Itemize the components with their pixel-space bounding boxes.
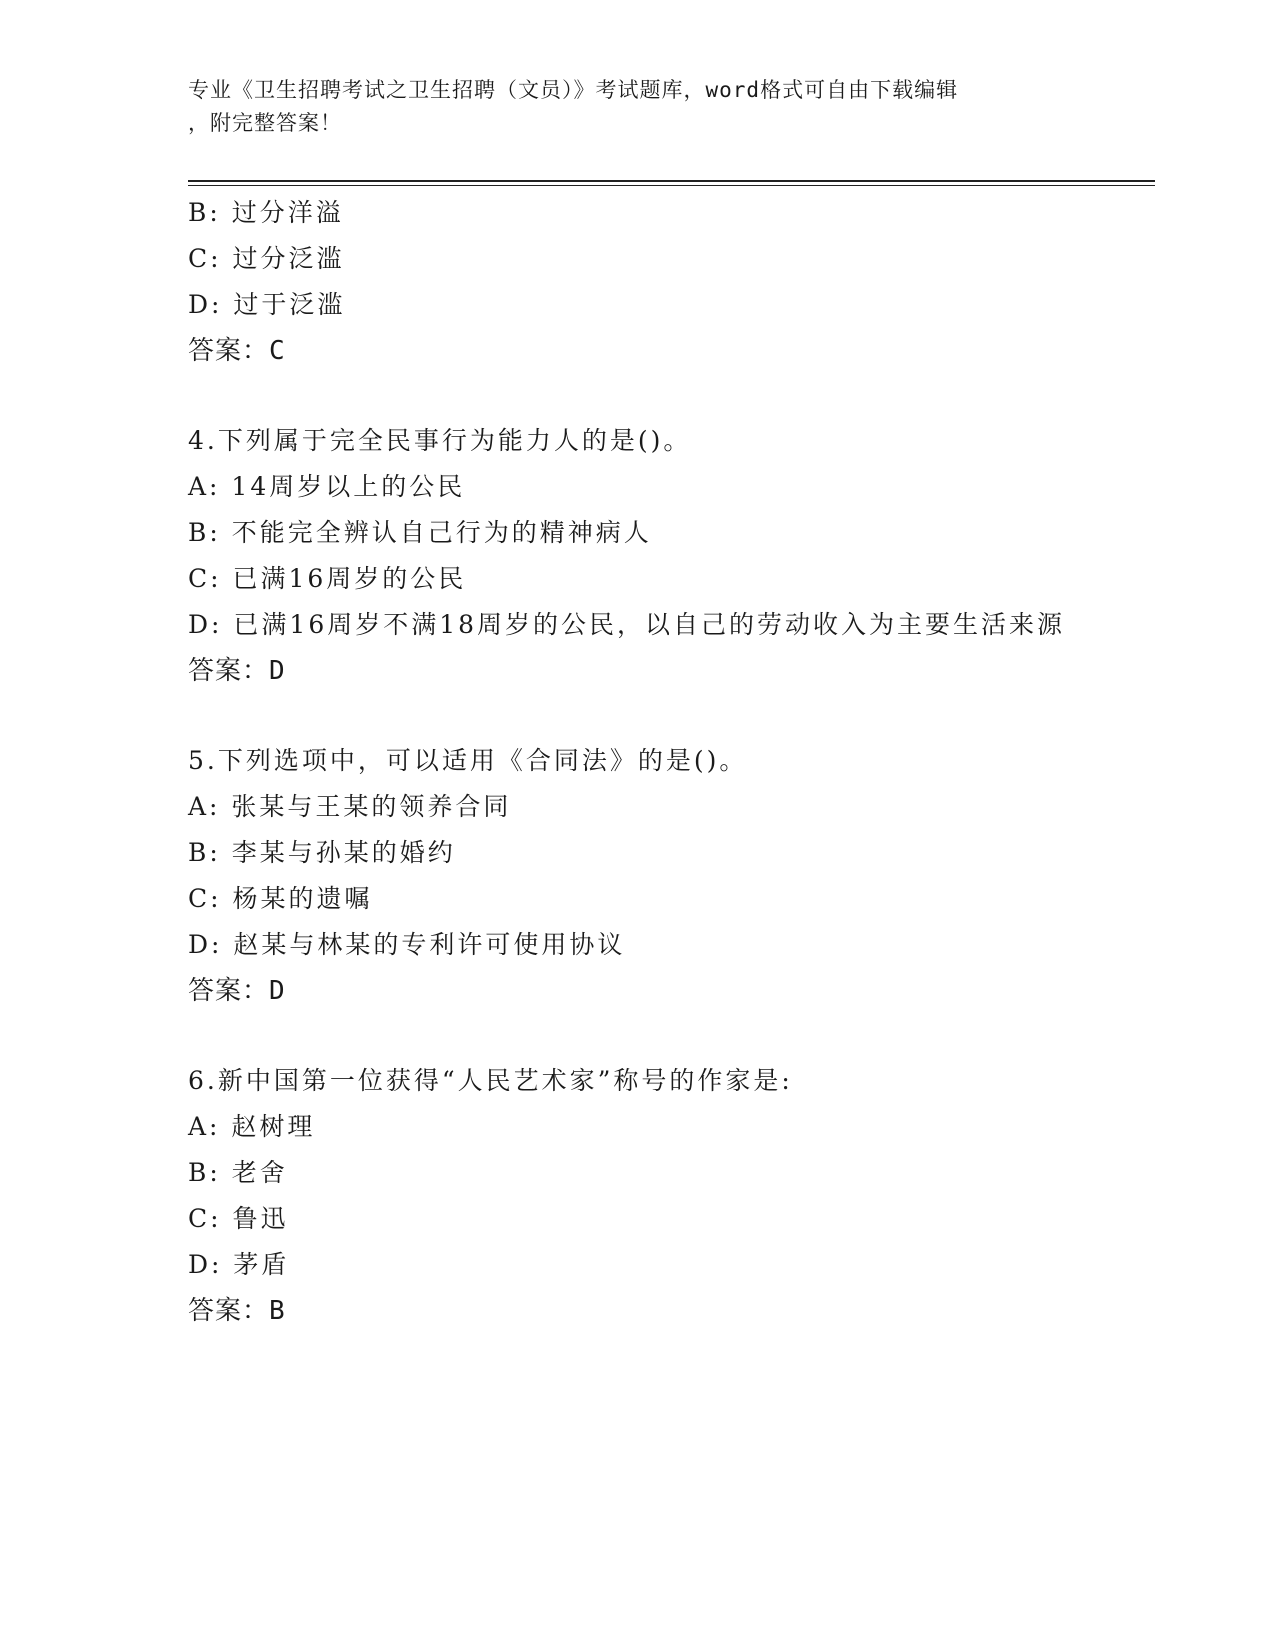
option-d: D: 茅盾 (188, 1250, 290, 1279)
option-d: D: 已满16周岁不满18周岁的公民，以自己的劳动收入为主要生活来源 (188, 610, 1066, 639)
option-a: A: 赵树理 (188, 1112, 316, 1141)
answer: 答案：D (188, 976, 286, 1006)
option-c: C: 鲁迅 (188, 1204, 289, 1233)
spacer (188, 694, 1088, 738)
option-b: B: 不能完全辨认自己行为的精神病人 (188, 518, 652, 547)
option-c: C: 过分泛滥 (188, 244, 345, 273)
header-line-2: ，附完整答案！ (188, 111, 342, 135)
option-b: B: 李某与孙某的婚约 (188, 838, 456, 867)
answer: 答案：C (188, 336, 286, 366)
spacer (188, 1014, 1088, 1058)
header-divider-thick (188, 180, 1155, 182)
option-b: B: 过分洋溢 (188, 198, 344, 227)
option-d: D: 过于泛滥 (188, 290, 346, 319)
answer: 答案：D (188, 656, 286, 686)
option-a: A: 张某与王某的领养合同 (188, 792, 512, 821)
question-text: 6.新中国第一位获得“人民艺术家”称号的作家是: (188, 1066, 793, 1095)
spacer (188, 374, 1088, 418)
option-b: B: 老舍 (188, 1158, 288, 1187)
question-block-5 (188, 738, 1088, 1014)
option-c: C: 杨某的遗嘱 (188, 884, 373, 913)
header-line-1: 专业《卫生招聘考试之卫生招聘（文员）》考试题库，word格式可自由下载编辑 (188, 78, 959, 102)
option-d: D: 赵某与林某的专利许可使用协议 (188, 930, 626, 959)
option-c: C: 已满16周岁的公民 (188, 564, 467, 593)
answer: 答案：B (188, 1296, 286, 1326)
question-block-6 (188, 1058, 1088, 1334)
header-divider-thin (188, 185, 1155, 186)
question-block-3 (188, 190, 1088, 374)
question-block-4 (188, 418, 1088, 694)
question-text: 5.下列选项中，可以适用《合同法》的是()。 (188, 746, 748, 775)
question-list (188, 190, 1088, 1334)
option-a: A: 14周岁以上的公民 (188, 472, 466, 501)
question-text: 4.下列属于完全民事行为能力人的是()。 (188, 426, 692, 455)
document-header (188, 74, 1088, 140)
